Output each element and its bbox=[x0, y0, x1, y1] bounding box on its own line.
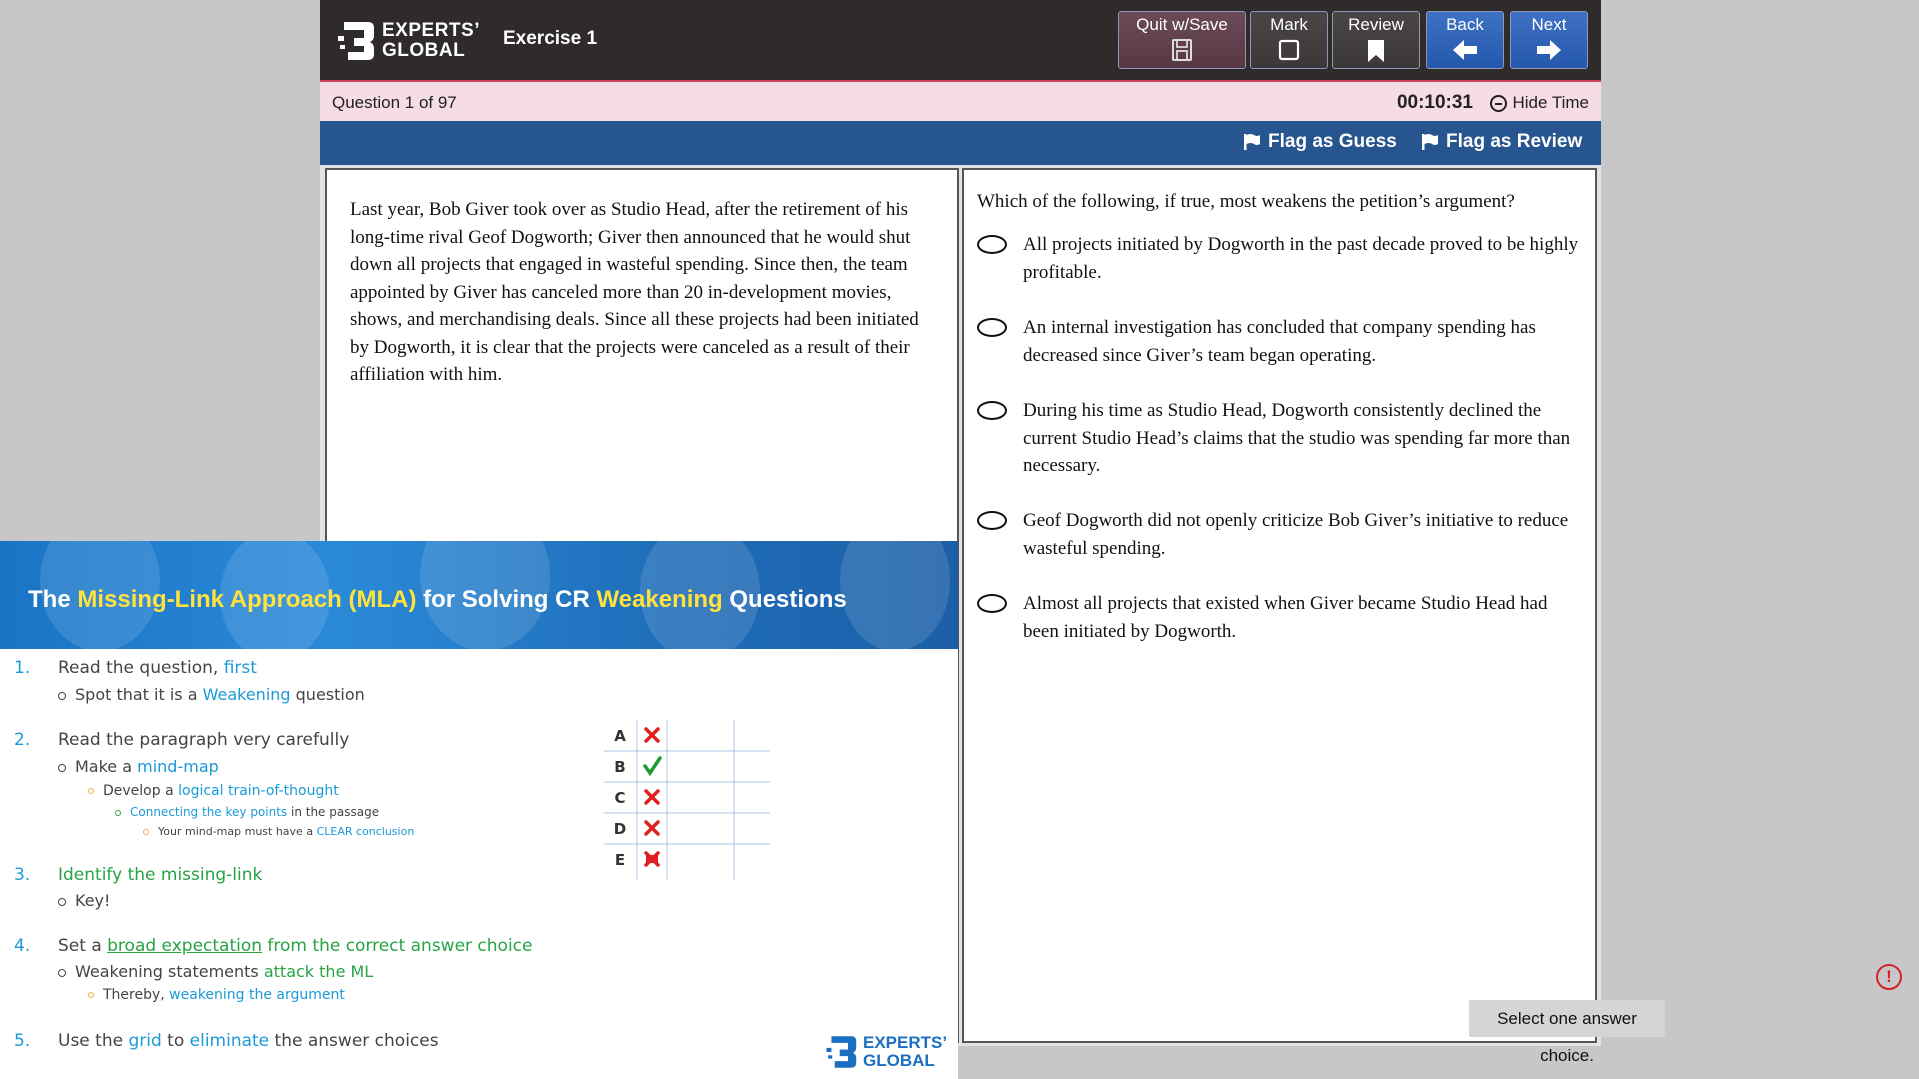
back-button[interactable] bbox=[1426, 11, 1504, 69]
logo-mark-icon bbox=[826, 1033, 860, 1071]
answer-choice-b[interactable] bbox=[977, 314, 1587, 369]
step-2-sub: Make a mind-map bbox=[58, 757, 219, 776]
step-3: Identify the missing-link bbox=[58, 865, 263, 885]
back-label: Back bbox=[1446, 15, 1484, 34]
step-2-sub4: Your mind-map must have a CLEAR conclusion bbox=[143, 825, 414, 838]
flag-as-review-label: Flag as Review bbox=[1446, 131, 1583, 152]
bullet-icon bbox=[58, 969, 66, 977]
radio-button[interactable] bbox=[977, 594, 1007, 613]
bullet-icon bbox=[88, 992, 94, 998]
slide-experts-global-logo bbox=[826, 1033, 947, 1071]
question-counter: Question 1 of 97 bbox=[332, 93, 457, 112]
save-icon bbox=[1172, 39, 1192, 61]
experts-global-logo bbox=[338, 18, 480, 64]
flag-icon bbox=[1421, 133, 1439, 151]
radio-button[interactable] bbox=[977, 318, 1007, 337]
select-answer-prompt: Select one answer choice. bbox=[1469, 1000, 1665, 1037]
question-stem: Which of the following, if true, most weakens the petition’s argument? bbox=[977, 191, 1515, 212]
flag-icon bbox=[1243, 133, 1261, 151]
step-5: Use the grid to eliminate the answer choices bbox=[58, 1031, 439, 1051]
grid-letter-c: C bbox=[614, 789, 626, 807]
mark-button[interactable] bbox=[1250, 11, 1328, 69]
bullet-icon bbox=[115, 810, 121, 816]
quit-save-label: Quit w/Save bbox=[1136, 15, 1228, 34]
arrow-left-icon bbox=[1452, 39, 1478, 61]
step-4: Set a broad expectation from the correct answer choice bbox=[58, 936, 533, 956]
review-label: Review bbox=[1348, 15, 1404, 34]
mark-checkbox-icon bbox=[1278, 39, 1300, 61]
bullet-icon bbox=[143, 829, 149, 835]
video-slide-overlay bbox=[0, 541, 958, 1079]
answer-choice-text: Almost all projects that existed when Giver became Studio Head had been initiated by Dogworth. bbox=[1023, 593, 1548, 642]
flag-as-guess-label: Flag as Guess bbox=[1268, 131, 1397, 152]
cross-mark-icon bbox=[646, 729, 658, 741]
grid-letter-a: A bbox=[614, 727, 626, 745]
step-2-sub3: Connecting the key points in the passage bbox=[115, 805, 379, 819]
check-mark-icon bbox=[645, 758, 660, 773]
bookmark-icon bbox=[1366, 39, 1386, 63]
answer-choice-text: An internal investigation has concluded that company spending has decreased since Giver’s team began operating. bbox=[1023, 317, 1536, 366]
bullet-icon bbox=[88, 788, 94, 794]
step-number: 5. bbox=[14, 1031, 31, 1051]
bullet-icon bbox=[58, 898, 66, 906]
question-pane bbox=[962, 168, 1637, 1065]
question-status-bar bbox=[320, 84, 1601, 121]
step-1-sub: Spot that it is a Weakening question bbox=[58, 685, 365, 704]
logo-mark-icon bbox=[338, 18, 378, 64]
slide-logo-line1: EXPERTS’ bbox=[863, 1033, 948, 1052]
elimination-grid bbox=[604, 720, 770, 880]
slide-title: The Missing-Link Approach (MLA) for Solving CR Weakening Questions bbox=[28, 586, 847, 613]
answer-choice-a[interactable] bbox=[977, 231, 1587, 286]
step-4-sub2: Thereby, weakening the argument bbox=[88, 987, 345, 1003]
step-number: 1. bbox=[14, 658, 31, 678]
cross-mark-icon bbox=[646, 853, 658, 865]
logo-line1: EXPERTS’ bbox=[382, 20, 480, 41]
slide-logo-line2: GLOBAL bbox=[863, 1051, 935, 1070]
next-label: Next bbox=[1531, 15, 1567, 34]
bullet-icon bbox=[58, 764, 66, 772]
hide-time-label: Hide Time bbox=[1512, 93, 1589, 112]
flag-as-guess-button[interactable] bbox=[1243, 131, 1397, 153]
logo-line2: GLOBAL bbox=[382, 40, 466, 61]
slide-banner bbox=[0, 541, 958, 649]
flag-as-review-button[interactable] bbox=[1421, 131, 1582, 153]
bullet-icon bbox=[58, 692, 66, 700]
step-1: Read the question, first bbox=[58, 658, 257, 678]
mark-label: Mark bbox=[1270, 15, 1308, 34]
flag-bar bbox=[320, 121, 1601, 165]
alert-icon[interactable]: ! bbox=[1876, 964, 1902, 990]
hide-time-toggle[interactable] bbox=[1490, 93, 1589, 113]
minus-circle-icon bbox=[1490, 95, 1507, 112]
answer-choice-text: All projects initiated by Dogworth in the past decade proved to be highly profitable. bbox=[1023, 234, 1579, 283]
step-3-sub: Key! bbox=[58, 891, 110, 910]
radio-button[interactable] bbox=[977, 511, 1007, 530]
step-2-sub2: Develop a logical train-of-thought bbox=[88, 783, 339, 799]
radio-button[interactable] bbox=[977, 235, 1007, 254]
step-number: 4. bbox=[14, 936, 31, 956]
answer-choice-d[interactable] bbox=[977, 507, 1587, 562]
grid-letter-e: E bbox=[614, 851, 626, 869]
radio-button[interactable] bbox=[977, 401, 1007, 420]
exercise-title: Exercise 1 bbox=[503, 28, 598, 49]
answer-choice-e[interactable] bbox=[977, 590, 1587, 645]
cross-mark-icon bbox=[646, 791, 658, 803]
step-number: 2. bbox=[14, 730, 31, 750]
answer-choice-text: During his time as Studio Head, Dogworth consistently declined the current Studio Head’s claims that the studio was spending far more than necessary. bbox=[1023, 400, 1571, 476]
banner-photo-shape bbox=[840, 541, 950, 649]
step-number: 3. bbox=[14, 865, 31, 885]
arrow-right-icon bbox=[1536, 39, 1562, 61]
quit-save-button[interactable] bbox=[1118, 11, 1246, 69]
answer-choice-c[interactable] bbox=[977, 397, 1587, 480]
passage-text: Last year, Bob Giver took over as Studio Head, after the retirement of his long-time rival Geof Dogworth; Giver then announced that he would shut down all projects that engaged in wasteful spending. Since then, the team appointed by Giver has canceled more than 20 in-development movies, shows, and merchandising deals. Since all these projects had been initiated by Dogworth, it is clear that the projects were canceled as a result of their affiliation with him. bbox=[350, 199, 919, 385]
next-button[interactable] bbox=[1510, 11, 1588, 69]
step-4-sub: Weakening statements attack the ML bbox=[58, 962, 373, 981]
timer: 00:10:31 bbox=[1396, 92, 1473, 113]
review-button[interactable] bbox=[1332, 11, 1420, 69]
step-2: Read the paragraph very carefully bbox=[58, 730, 350, 750]
answer-choice-text: Geof Dogworth did not openly criticize Bob Giver’s initiative to reduce wasteful spending. bbox=[1023, 510, 1569, 559]
grid-letter-d: D bbox=[613, 820, 627, 838]
top-toolbar bbox=[320, 0, 1601, 82]
grid-letter-b: B bbox=[614, 758, 626, 776]
cross-mark-icon bbox=[646, 822, 658, 834]
